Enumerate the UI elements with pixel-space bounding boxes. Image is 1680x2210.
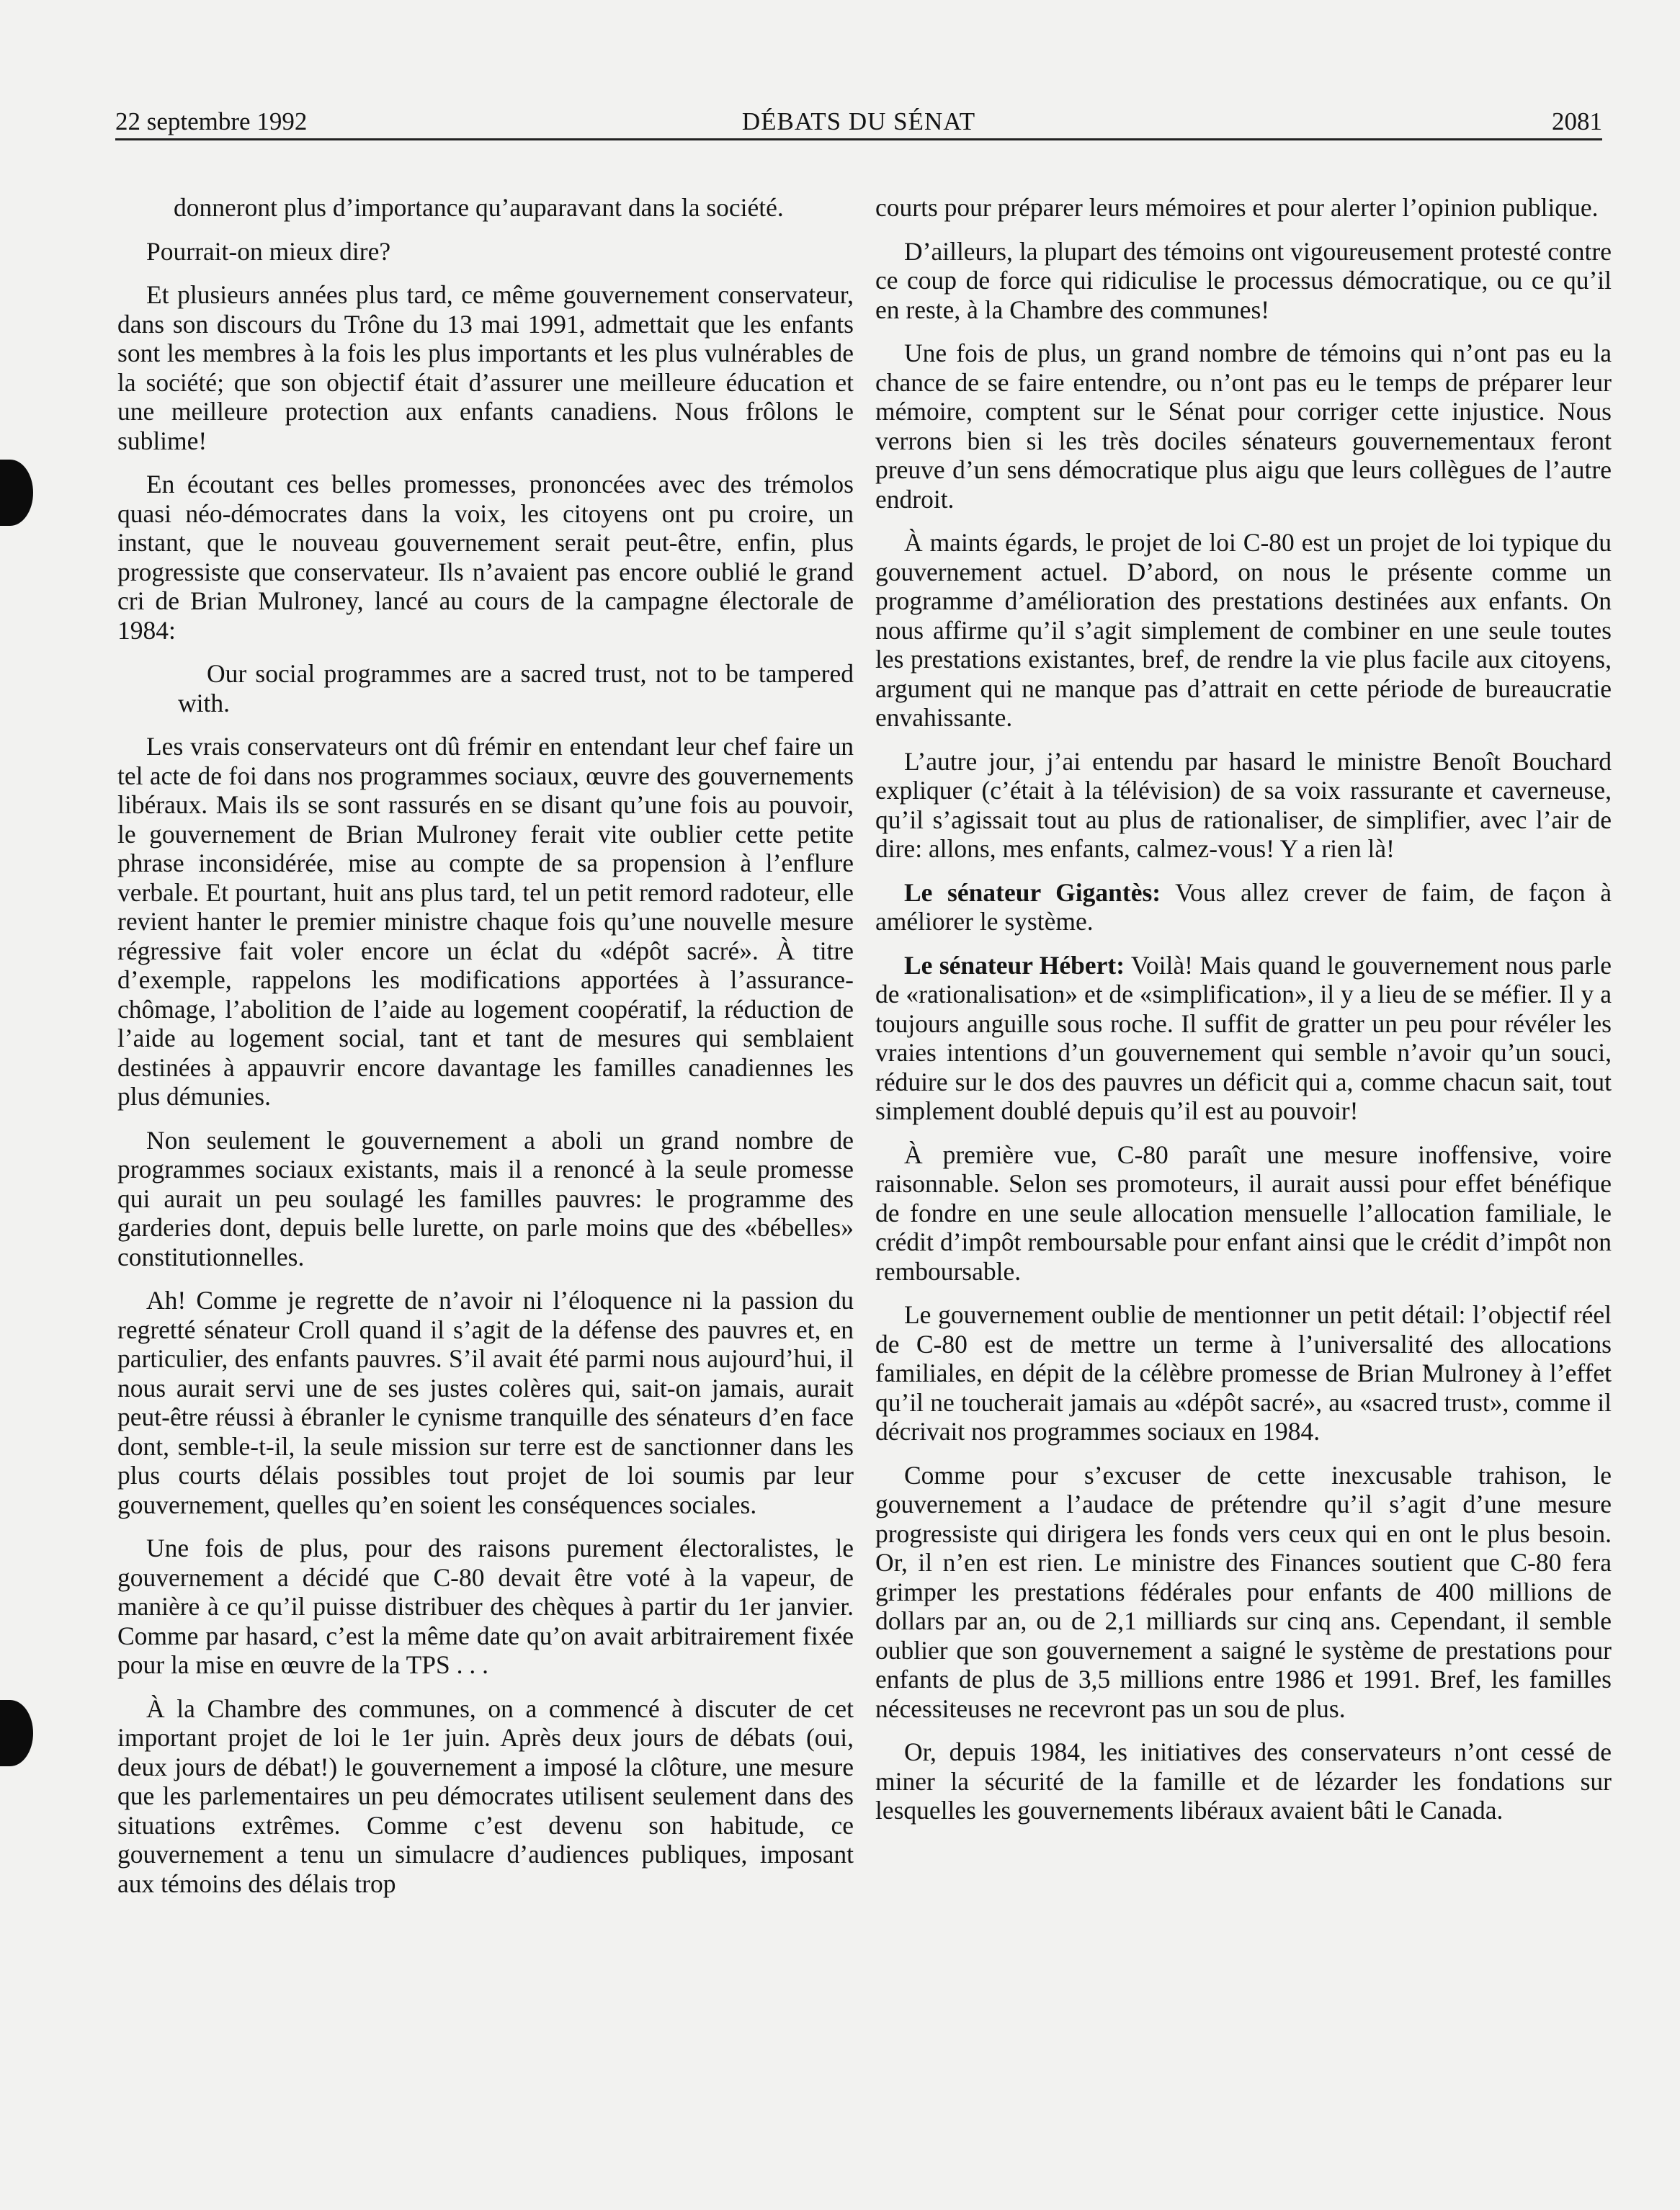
paragraph: À maints égards, le projet de loi C-80 est un projet de loi typique du gouvernement actuel. D’abord, on nous le présente comme un programme d’amélioration des prestations destinées aux enfants. On nous affirme qu’il s’agit simplement de combiner en une seule toutes les prestations existantes, bref, de rendre la vie plus facile aux citoyens, argument qui ne manque pas d’attrait en cette période de bureaucratie envahissante. — [875, 528, 1612, 732]
paragraph: Comme pour s’excuser de cette inexcusable trahison, le gouvernement a l’audace de prétendre qu’il s’agit d’une mesure progressiste qui dirigera les fonds vers ceux qui en ont le plus besoin. Or, il n’en est rien. Le ministre des Finances soutient que C-80 fera grimper les prestations fédérales pour enfants de 400 millions de dollars par an, ou de 2,1 milliards sur cinq ans. Cependant, il semble oublier que son gouvernement a saigné le système de prestations pour enfants de plus de 3,5 millions entre 1986 et 1991. Bref, les familles nécessiteuses ne recevront pas un sou de plus. — [875, 1460, 1612, 1723]
paragraph: À la Chambre des communes, on a commencé à discuter de cet important projet de loi le 1er juin. Après deux jours de débats (oui, deux jours de débat!) le gouvernement a imposé la clôture, une mesure que les parlementaires un peu démocrates utilisent seulement dans des situations extrêmes. Comme c’est devenu son habitude, ce gouvernement a tenu un simulacre d’audiences publiques, imposant aux témoins des délais trop — [117, 1694, 854, 1898]
paragraph: Les vrais conservateurs ont dû frémir en entendant leur chef faire un tel acte de foi dans nos programmes sociaux, œuvre des gouvernements libéraux. Mais ils se sont rassurés en se disant qu’une fois au pouvoir, le gouvernement de Brian Mulroney ferait vite oublier cette petite phrase inconsidérée, mise au compte de sa propension à l’enflure verbale. Et pourtant, huit ans plus tard, tel un petit remord radoteur, elle revient hanter le premier ministre chaque fois qu’une nouvelle mesure régressive fait voler encore un éclat du «dépôt sacré». À titre d’exemple, rappelons les modifications apportées à l’assurance-chômage, l’abolition de l’aide au logement coopératif, la réduction de l’aide au logement social, tant et tant de mesures qui semblaient destinées à appauvrir encore davantage les familles canadiennes les plus démunies. — [117, 732, 854, 1111]
paragraph: courts pour préparer leurs mémoires et pour alerter l’opinion publique. — [875, 193, 1599, 222]
page-header — [115, 99, 1602, 140]
paragraph: Non seulement le gouvernement a aboli un grand nombre de programmes sociaux existants, mais il a renoncé à la seule promesse qui aurait un peu soulagé les familles pauvres: le programme des garderies dont, depuis belle lurette, on parle moins que des «bébelles» constitutionnelles. — [117, 1125, 854, 1271]
header-title: DÉBATS DU SÉNAT — [741, 107, 976, 135]
paragraph: Or, depuis 1984, les initiatives des conservateurs n’ont cessé de miner la sécurité de la famille et de lézarder les fondations sur lesquelles les gouvernements libéraux avaient bâti le Canada. — [875, 1737, 1612, 1825]
paragraph: Pourrait-on mieux dire? — [146, 236, 391, 266]
header-date: 22 septembre 1992 — [115, 107, 308, 135]
speech-text: Vous allez crever de faim, de façon à améliorer le système. — [875, 877, 1612, 936]
paragraph: En écoutant ces belles promesses, prononcées avec des trémolos quasi néo-démocrates dans la voix, les citoyens ont pu croire, un instant, que le nouveau gouvernement serait peut-être, enfin, plus progressiste que conservateur. Ils n’avaient pas encore oublié le grand cri de Brian Mulroney, lancé au cours de la campagne électorale de 1984: — [117, 470, 854, 645]
paragraph: Et plusieurs années plus tard, ce même gouvernement conservateur, dans son discours du Trône du 13 mai 1991, admettait que les enfants sont les membres à la fois les plus importants et les plus vulnérables de la société; que son objectif était d’assurer une meilleure éducation et une meilleure protection aux enfants canadiens. Nous frôlons le sublime! — [117, 280, 854, 455]
paragraph: L’autre jour, j’ai entendu par hasard le ministre Benoît Bouchard expliquer (c’était à la télévision) de sa voix rassurante et caverneuse, qu’il s’agissait tout au plus de rationaliser, de simplifier, avec l’air de dire: allons, mes enfants, calmez-vous! Y a rien là! — [875, 746, 1612, 863]
paragraph: Le gouvernement oublie de mentionner un petit détail: l’objectif réel de C-80 est de mettre un terme à l’universalité des allocations familiales, en dépit de la célèbre promesse de Brian Mulroney à l’effet qu’il ne toucherait jamais au «dépôt sacré», au «sacred trust», comme il décrivait nos programmes sociaux en 1984. — [875, 1300, 1612, 1446]
speaker-paragraph — [875, 951, 1612, 1126]
paragraph: D’ailleurs, la plupart des témoins ont vigoureusement protesté contre ce coup de force qui ridiculise le processus démocratique, ou ce qu’il en reste, à la Chambre des communes! — [875, 236, 1612, 324]
left-column — [117, 193, 854, 1912]
paragraph: À première vue, C-80 paraît une mesure inoffensive, voire raisonnable. Selon ses promoteurs, il aurait aussi pour effet bénéfique de fondre en une seule allocation mensuelle l’allocation familiale, le crédit d’impôt remboursable pour enfant ainsi que le crédit d’impôt non remboursable. — [875, 1140, 1612, 1286]
paragraph: donneront plus d’importance qu’auparavant dans la société. — [174, 193, 784, 222]
paragraph: Une fois de plus, pour des raisons purement électoralistes, le gouvernement a décidé que C-80 devait être voté à la vapeur, de manière à ce qu’il puisse distribuer des chèques à partir du 1er janvier. Comme par hasard, c’est la même date qu’on avait arbitrairement fixée pour la mise en œuvre de la TPS . . . — [117, 1534, 854, 1679]
speaker-paragraph — [875, 878, 1612, 936]
speech-text: Voilà! Mais quand le gouvernement nous parle de «rationalisation» et de «simplification», il y a lieu de se méfier. Il y a toujours anguille sous roche. Il suffit de gratter un peu pour révéler les vraies intentions d’un gouvernement qui semble n’avoir qu’un souci, réduire sur le dos des pauvres un déficit qui a, comme chacun sait, tout simplement doublé depuis qu’il est au pouvoir! — [875, 950, 1612, 1125]
binder-hole-top — [0, 460, 33, 526]
paragraph: Ah! Comme je regrette de n’avoir ni l’éloquence ni la passion du regretté sénateur Croll quand il s’agit de la défense des pauvres et, en particulier, des enfants pauvres. S’il avait été parmi nous aujourd’hui, il nous aurait servi une de ses justes colères qui, sait-on jamais, aurait peut-être réussi à ébranler le cynisme tranquille des sénateurs d’en face dont, semble-t-il, la seule mission sur terre est de sanctionner dans les plus courts délais possibles tout projet de loi soumis par leur gouvernement, quelles qu’en soient les conséquences sociales. — [117, 1286, 854, 1519]
block-quote: Our social programmes are a sacred trust, not to be tampered with. — [178, 659, 854, 717]
speaker-name: Le sénateur Hébert: — [904, 950, 1125, 980]
header-page-number: 2081 — [1552, 107, 1602, 135]
right-column — [875, 193, 1612, 1840]
speaker-name: Le sénateur Gigantès: — [904, 877, 1161, 907]
binder-hole-bottom — [0, 1700, 33, 1766]
paragraph: Une fois de plus, un grand nombre de témoins qui n’ont pas eu la chance de se faire entendre, ou n’ont pas eu le temps de préparer leur mémoire, comptent sur le Sénat pour corriger cette injustice. Nous verrons bien si les très dociles sénateurs gouvernementaux feront preuve d’un sens démocratique plus aigu que leurs collègues de l’autre endroit. — [875, 339, 1612, 514]
